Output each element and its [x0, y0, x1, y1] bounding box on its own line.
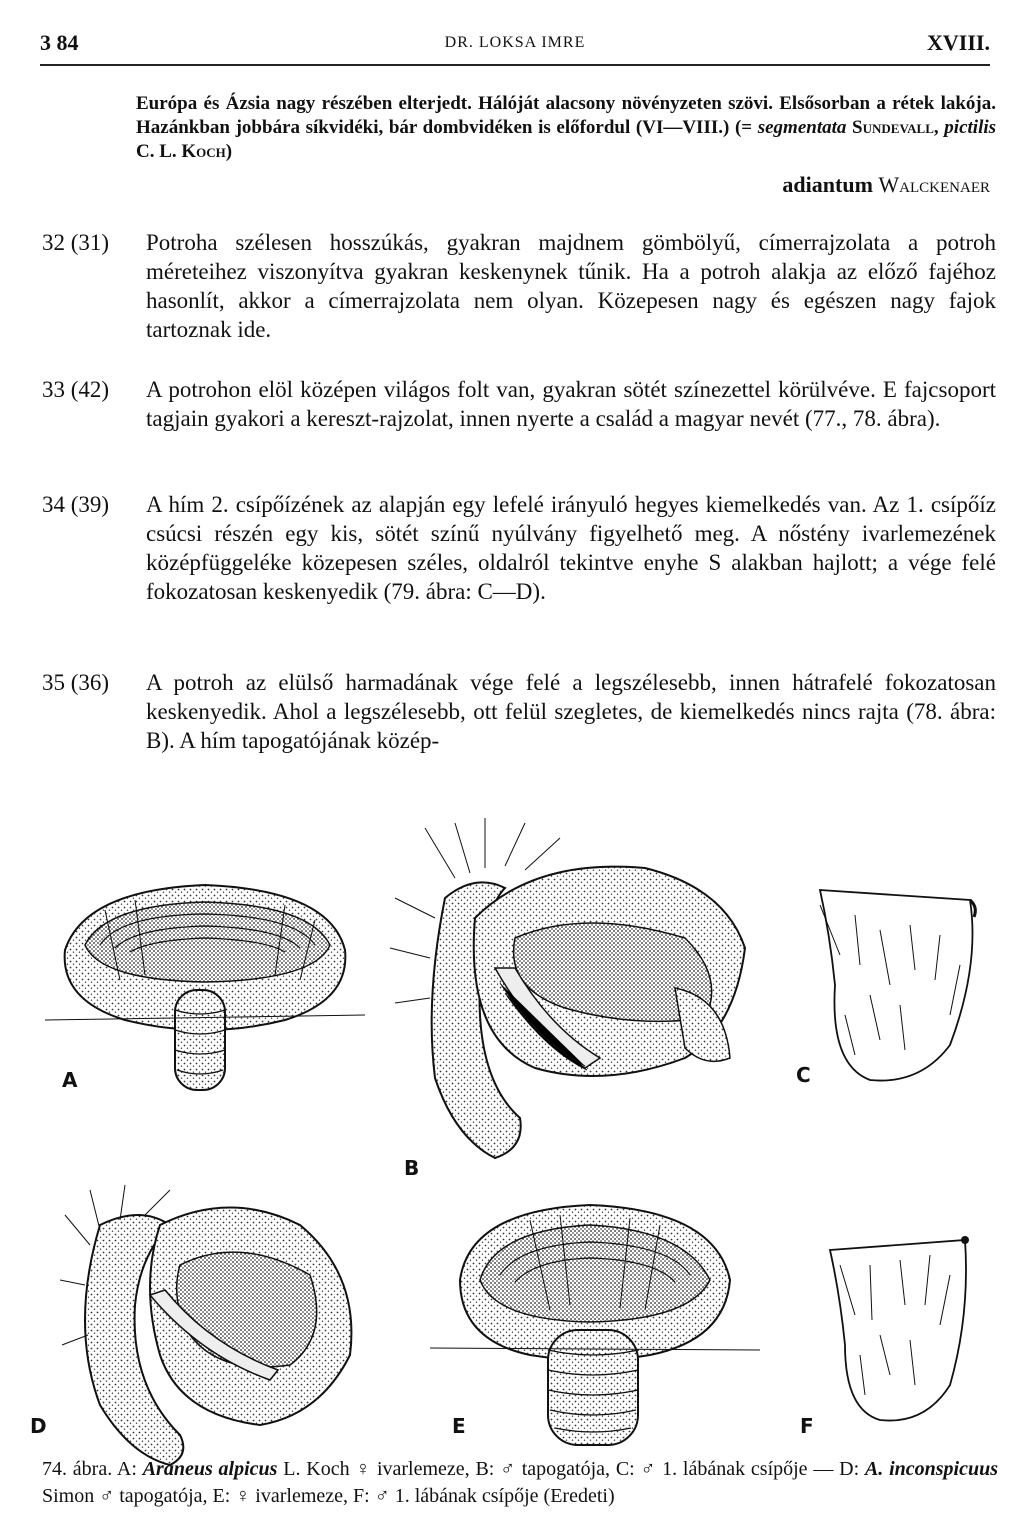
figure-label-a: A	[62, 1068, 78, 1092]
synonym-author: Sundevall	[852, 117, 934, 138]
caption-species-a: Araneus alpicus	[142, 1458, 278, 1480]
running-head-author: DR. LOKSA IMRE	[444, 34, 586, 51]
figure-label-d: D	[30, 1414, 47, 1438]
chapter-number: XVIII.	[927, 30, 990, 55]
figure-label-e: E	[452, 1414, 466, 1438]
key-number: 35 (36)	[42, 670, 110, 695]
synonym-name: segmentata	[757, 117, 847, 138]
key-text: A potrohon elöl középen világos folt van, gyakran sötét színezettel körülvéve. E fajcsoport tagjain gyakori a kereszt-rajzolat, innen nyerte a család a magyar nevét (77., 78. ábra).	[146, 377, 996, 431]
figure-label-b: B	[404, 1156, 420, 1180]
key-number: 33 (42)	[42, 377, 110, 402]
species-name: adiantum	[782, 172, 873, 197]
figure-e-epigyne-drawing	[430, 1190, 760, 1450]
species-heading	[782, 172, 990, 198]
header-rule	[40, 64, 990, 66]
synonym-author-initials: C. L.	[136, 141, 182, 162]
key-text: A hím 2. csípőízének az alapján egy lefelé irányuló hegyes kiemelkedés van. Az 1. csípőíz csúcsi részén egy kis, sötét színű nyúlvány figyelhető meg. A nőstény ivarlemezének középfüggeléke közepesen széles, oldalról tekintve enyhe S alakban hajlott; a vége felé fokozatosan keskenyedik (79. ábra: C—D).	[146, 492, 996, 604]
figure-a-epigyne-drawing	[45, 870, 365, 1110]
key-entry-35	[42, 668, 996, 755]
caption-species-d: A. inconspicuus	[864, 1458, 999, 1480]
caption-lead: 74. ábra. A:	[42, 1458, 143, 1480]
key-entry-32	[42, 228, 996, 344]
key-entry-33	[42, 375, 996, 433]
key-text: Potroha szélesen hosszúkás, gyakran majdnem gömbölyű, címerrajzolata a potroh méreteihez viszonyítva gyakran keskenynek tűnik. Ha a potroh alakja az előző fajéhoz hasonlít, akkor a címerrajzolata nem olyan. Közepesen nagy és egészen nagy fajok tartoznak ide.	[146, 230, 996, 342]
key-entry-34	[42, 490, 996, 606]
species-description: Európa és Ázsia nagy részében elterjedt. Hálóját alacsony növényzeten szövi. Elsősorban a rétek lakója. Hazánkban jobbára síkvidéki, bár dombvidéken is előfordul (VI—VIII.) (= segmentata Sundevall, pictilis C. L. Koch)	[136, 93, 997, 162]
key-number: 32 (31)	[42, 230, 110, 255]
closing-paren: )	[225, 141, 233, 162]
figure-c-coxa-drawing	[800, 875, 1000, 1095]
key-text: A potroh az elülső harmadának vége felé a legszélesebb, innen hátrafelé fokozatosan keskenyedik. Ahol a legszélesebb, ott felül szegletes, de kiemelkedés nincs rajta (78. ábra: B). A hím tapogatójának közép-	[146, 670, 996, 753]
key-number: 34 (39)	[42, 492, 110, 517]
figure-label-c: C	[796, 1063, 811, 1087]
page-header	[40, 30, 990, 60]
figure-b-palp-drawing	[385, 818, 785, 1178]
synonym-name: pictilis	[944, 117, 997, 138]
synonym-author: Koch	[181, 141, 226, 162]
description-text: Európa és Ázsia nagy részében elterjedt. Hálóját alacsony növényzeten szövi. Elsősorban a rétek lakója. Hazánkban jobbára síkvidéki, bár dombvidéken is előfordul (VI—VIII.) (=	[136, 93, 996, 138]
figure-caption	[42, 1456, 998, 1510]
caption-text-end: Simon ♂ tapogatója, E: ♀ ivarlemeze, F: ♂ 1. lábának csípője (Eredeti)	[42, 1485, 615, 1507]
figure-d-palp-drawing	[60, 1185, 380, 1475]
species-author: Walckenaer	[878, 172, 990, 197]
page-number: 3 84	[40, 30, 79, 55]
figure-label-f: F	[800, 1414, 814, 1438]
figure-f-coxa-drawing	[810, 1225, 990, 1435]
caption-text-middle: L. Koch ♀ ivarlemeze, B: ♂ tapogatója, C: ♂ 1. lábának csípője — D:	[277, 1458, 865, 1480]
